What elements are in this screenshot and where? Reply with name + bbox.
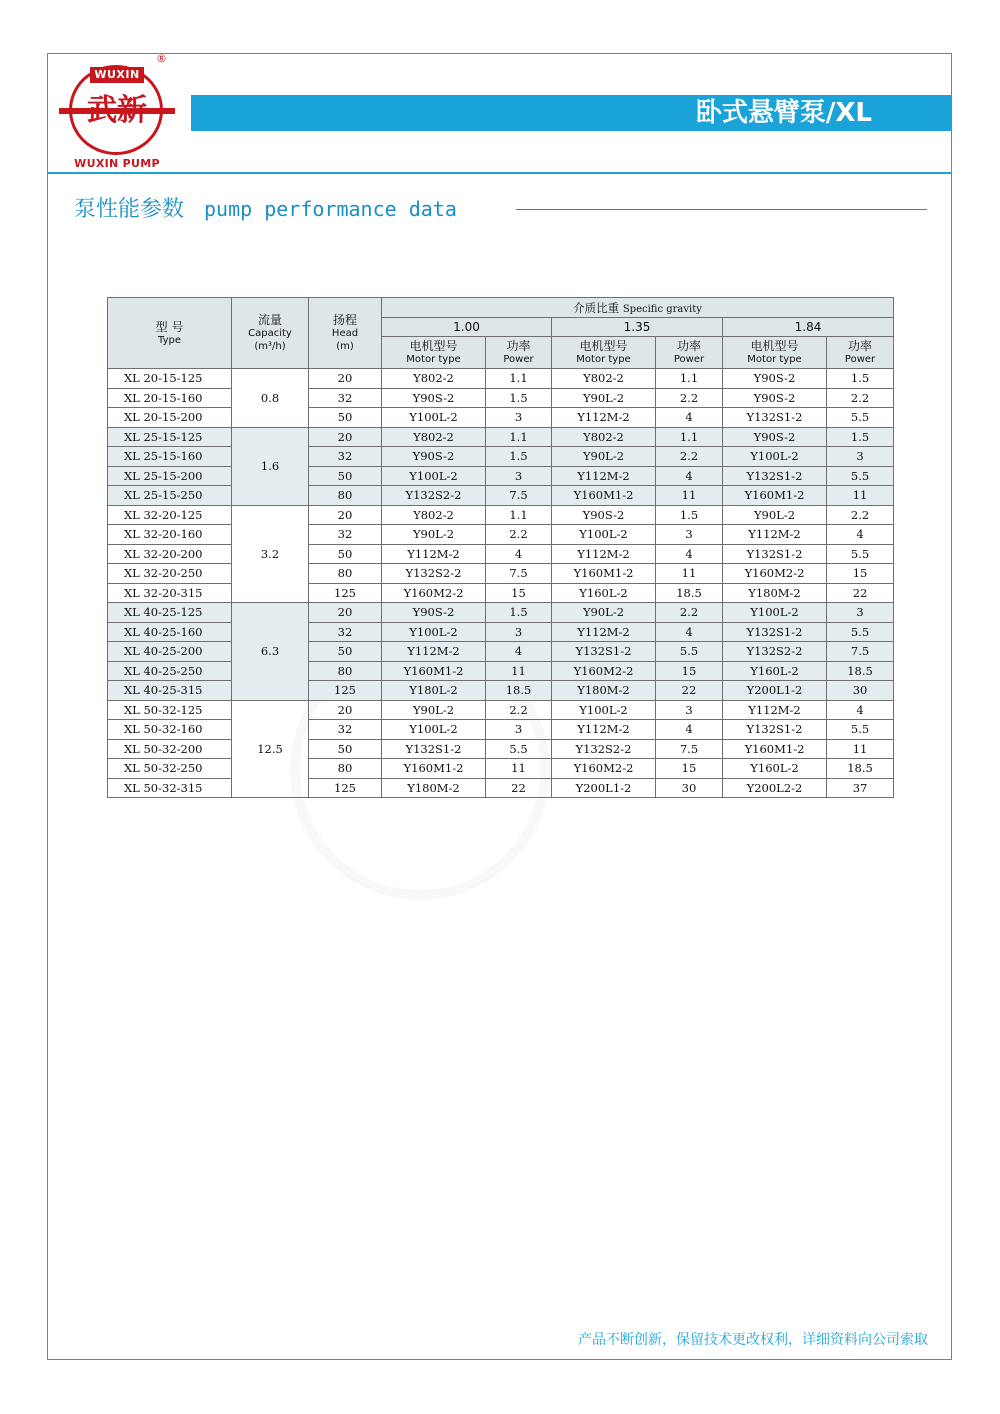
cell-type: XL 25-15-160 xyxy=(108,447,232,467)
cell-motor-3: Y90S-2 xyxy=(723,427,827,447)
cell-motor-1: Y90L-2 xyxy=(382,700,486,720)
cell-motor-3: Y180M-2 xyxy=(723,583,827,603)
cell-power-2: 4 xyxy=(656,622,723,642)
cell-motor-2: Y112M-2 xyxy=(552,466,656,486)
cell-motor-2: Y90L-2 xyxy=(552,447,656,467)
cell-motor-3: Y160M1-2 xyxy=(723,486,827,506)
cell-motor-2: Y802-2 xyxy=(552,427,656,447)
cell-motor-1: Y802-2 xyxy=(382,505,486,525)
cell-power-1: 1.5 xyxy=(486,447,552,467)
cell-motor-1: Y112M-2 xyxy=(382,642,486,662)
cell-power-1: 2.2 xyxy=(486,700,552,720)
cell-motor-1: Y160M2-2 xyxy=(382,583,486,603)
cell-motor-3: Y100L-2 xyxy=(723,447,827,467)
cell-power-3: 2.2 xyxy=(827,505,894,525)
cell-motor-1: Y160M1-2 xyxy=(382,661,486,681)
cell-motor-3: Y90S-2 xyxy=(723,369,827,389)
cell-type: XL 32-20-125 xyxy=(108,505,232,525)
cell-power-2: 2.2 xyxy=(656,603,723,623)
header-motor-3: 电机型号 Motor type xyxy=(723,337,827,369)
logo-banner: WUXIN xyxy=(90,67,144,83)
cell-motor-3: Y112M-2 xyxy=(723,700,827,720)
cell-head: 125 xyxy=(309,681,382,701)
cell-motor-3: Y132S1-2 xyxy=(723,720,827,740)
cell-type: XL 25-15-250 xyxy=(108,486,232,506)
cell-head: 50 xyxy=(309,544,382,564)
cell-capacity: 6.3 xyxy=(232,603,309,701)
cell-type: XL 50-32-160 xyxy=(108,720,232,740)
cell-motor-2: Y90L-2 xyxy=(552,603,656,623)
cell-motor-3: Y160L-2 xyxy=(723,759,827,779)
section-title-cn: 泵性能参数 xyxy=(74,197,185,222)
table-row xyxy=(108,720,894,740)
cell-type: XL 20-15-125 xyxy=(108,369,232,389)
cell-power-2: 1.5 xyxy=(656,505,723,525)
cell-power-2: 30 xyxy=(656,778,723,798)
cell-power-3: 3 xyxy=(827,603,894,623)
header-capacity: 流量 Capacity (m³/h) xyxy=(232,298,309,369)
cell-power-1: 1.1 xyxy=(486,369,552,389)
cell-power-3: 5.5 xyxy=(827,466,894,486)
cell-motor-3: Y200L1-2 xyxy=(723,681,827,701)
cell-power-3: 11 xyxy=(827,486,894,506)
cell-power-3: 5.5 xyxy=(827,622,894,642)
cell-head: 50 xyxy=(309,739,382,759)
table-row xyxy=(108,681,894,701)
table-row xyxy=(108,544,894,564)
cell-motor-3: Y132S1-2 xyxy=(723,544,827,564)
table-row xyxy=(108,622,894,642)
cell-power-2: 2.2 xyxy=(656,447,723,467)
table-row xyxy=(108,466,894,486)
cell-power-1: 1.5 xyxy=(486,388,552,408)
cell-head: 80 xyxy=(309,661,382,681)
cell-motor-3: Y132S1-2 xyxy=(723,622,827,642)
cell-power-1: 1.5 xyxy=(486,603,552,623)
cell-power-2: 2.2 xyxy=(656,388,723,408)
cell-power-2: 15 xyxy=(656,759,723,779)
footer-note: 产品不断创新，保留技术更改权利，详细资料向公司索取 xyxy=(578,1332,928,1348)
cell-power-2: 15 xyxy=(656,661,723,681)
cell-motor-2: Y112M-2 xyxy=(552,544,656,564)
cell-motor-1: Y90S-2 xyxy=(382,388,486,408)
cell-type: XL 20-15-200 xyxy=(108,408,232,428)
cell-power-1: 7.5 xyxy=(486,564,552,584)
cell-capacity: 12.5 xyxy=(232,700,309,798)
cell-motor-2: Y112M-2 xyxy=(552,408,656,428)
cell-type: XL 20-15-160 xyxy=(108,388,232,408)
cell-motor-1: Y90S-2 xyxy=(382,603,486,623)
table-row xyxy=(108,408,894,428)
cell-motor-2: Y160M2-2 xyxy=(552,661,656,681)
cell-power-2: 4 xyxy=(656,408,723,428)
table-row xyxy=(108,759,894,779)
header-power-1: 功率 Power xyxy=(486,337,552,369)
cell-power-1: 4 xyxy=(486,642,552,662)
section-rule xyxy=(516,209,927,210)
header-head: 扬程 Head (m) xyxy=(309,298,382,369)
cell-power-1: 2.2 xyxy=(486,525,552,545)
table-row xyxy=(108,778,894,798)
cell-power-3: 22 xyxy=(827,583,894,603)
cell-motor-2: Y180M-2 xyxy=(552,681,656,701)
table-row xyxy=(108,505,894,525)
cell-motor-1: Y802-2 xyxy=(382,427,486,447)
cell-power-1: 1.1 xyxy=(486,505,552,525)
cell-motor-1: Y100L-2 xyxy=(382,408,486,428)
cell-motor-2: Y112M-2 xyxy=(552,622,656,642)
cell-power-1: 3 xyxy=(486,622,552,642)
cell-motor-1: Y112M-2 xyxy=(382,544,486,564)
cell-head: 32 xyxy=(309,525,382,545)
cell-power-2: 4 xyxy=(656,544,723,564)
cell-motor-2: Y132S1-2 xyxy=(552,642,656,662)
cell-power-3: 1.5 xyxy=(827,427,894,447)
cell-power-2: 18.5 xyxy=(656,583,723,603)
cell-power-1: 5.5 xyxy=(486,739,552,759)
header-motor-1: 电机型号 Motor type xyxy=(382,337,486,369)
cell-type: XL 25-15-125 xyxy=(108,427,232,447)
table-row xyxy=(108,369,894,389)
header-gravity-3: 1.84 xyxy=(723,318,894,337)
cell-power-2: 11 xyxy=(656,486,723,506)
cell-power-3: 7.5 xyxy=(827,642,894,662)
cell-motor-3: Y90L-2 xyxy=(723,505,827,525)
title-band xyxy=(191,95,952,131)
cell-motor-2: Y100L-2 xyxy=(552,700,656,720)
cell-power-3: 30 xyxy=(827,681,894,701)
cell-head: 50 xyxy=(309,642,382,662)
page-title: 卧式悬臂泵/XL xyxy=(695,98,872,128)
cell-power-3: 5.5 xyxy=(827,408,894,428)
logo-subtitle: WUXIN PUMP xyxy=(74,157,160,170)
cell-head: 20 xyxy=(309,700,382,720)
header-gravity-2: 1.35 xyxy=(552,318,723,337)
cell-motor-2: Y90L-2 xyxy=(552,388,656,408)
cell-type: XL 25-15-200 xyxy=(108,466,232,486)
cell-motor-1: Y132S2-2 xyxy=(382,486,486,506)
cell-motor-2: Y160M1-2 xyxy=(552,486,656,506)
cell-head: 80 xyxy=(309,759,382,779)
table-row xyxy=(108,427,894,447)
cell-power-1: 3 xyxy=(486,720,552,740)
table-row xyxy=(108,525,894,545)
cell-power-2: 1.1 xyxy=(656,369,723,389)
cell-head: 50 xyxy=(309,466,382,486)
cell-motor-1: Y100L-2 xyxy=(382,466,486,486)
cell-power-1: 15 xyxy=(486,583,552,603)
cell-type: XL 40-25-200 xyxy=(108,642,232,662)
cell-power-3: 5.5 xyxy=(827,720,894,740)
cell-motor-2: Y90S-2 xyxy=(552,505,656,525)
header-divider xyxy=(47,172,952,174)
table-row xyxy=(108,661,894,681)
cell-type: XL 40-25-250 xyxy=(108,661,232,681)
cell-motor-3: Y90S-2 xyxy=(723,388,827,408)
cell-power-1: 1.1 xyxy=(486,427,552,447)
cell-motor-3: Y112M-2 xyxy=(723,525,827,545)
cell-power-3: 3 xyxy=(827,447,894,467)
cell-power-2: 5.5 xyxy=(656,642,723,662)
cell-motor-1: Y90L-2 xyxy=(382,525,486,545)
cell-motor-3: Y100L-2 xyxy=(723,603,827,623)
cell-power-1: 3 xyxy=(486,408,552,428)
cell-motor-1: Y802-2 xyxy=(382,369,486,389)
cell-head: 32 xyxy=(309,388,382,408)
cell-motor-1: Y100L-2 xyxy=(382,622,486,642)
cell-head: 32 xyxy=(309,447,382,467)
cell-type: XL 50-32-250 xyxy=(108,759,232,779)
cell-head: 20 xyxy=(309,369,382,389)
table-row xyxy=(108,447,894,467)
cell-motor-3: Y200L2-2 xyxy=(723,778,827,798)
cell-power-3: 11 xyxy=(827,739,894,759)
cell-motor-2: Y802-2 xyxy=(552,369,656,389)
cell-motor-1: Y132S1-2 xyxy=(382,739,486,759)
cell-power-3: 37 xyxy=(827,778,894,798)
header-power-2: 功率 Power xyxy=(656,337,723,369)
cell-type: XL 32-20-315 xyxy=(108,583,232,603)
table-row xyxy=(108,583,894,603)
cell-power-3: 1.5 xyxy=(827,369,894,389)
cell-power-1: 3 xyxy=(486,466,552,486)
cell-type: XL 50-32-200 xyxy=(108,739,232,759)
table-row xyxy=(108,739,894,759)
cell-type: XL 40-25-125 xyxy=(108,603,232,623)
cell-power-1: 18.5 xyxy=(486,681,552,701)
section-title-en: pump performance data xyxy=(204,197,457,221)
cell-motor-3: Y132S2-2 xyxy=(723,642,827,662)
cell-motor-3: Y160L-2 xyxy=(723,661,827,681)
cell-head: 20 xyxy=(309,603,382,623)
cell-power-1: 11 xyxy=(486,759,552,779)
cell-type: XL 40-25-315 xyxy=(108,681,232,701)
cell-power-2: 22 xyxy=(656,681,723,701)
cell-motor-1: Y100L-2 xyxy=(382,720,486,740)
cell-capacity: 0.8 xyxy=(232,369,309,428)
cell-type: XL 50-32-125 xyxy=(108,700,232,720)
cell-head: 50 xyxy=(309,408,382,428)
cell-power-1: 22 xyxy=(486,778,552,798)
cell-type: XL 50-32-315 xyxy=(108,778,232,798)
cell-power-3: 2.2 xyxy=(827,388,894,408)
brand-logo xyxy=(57,57,177,173)
header-specific-gravity: 介质比重 Specific gravity xyxy=(382,298,894,318)
cell-power-3: 4 xyxy=(827,700,894,720)
cell-motor-2: Y112M-2 xyxy=(552,720,656,740)
cell-capacity: 3.2 xyxy=(232,505,309,603)
cell-type: XL 32-20-200 xyxy=(108,544,232,564)
cell-motor-1: Y160M1-2 xyxy=(382,759,486,779)
cell-motor-1: Y180M-2 xyxy=(382,778,486,798)
cell-power-3: 18.5 xyxy=(827,759,894,779)
cell-head: 20 xyxy=(309,427,382,447)
cell-motor-3: Y132S1-2 xyxy=(723,466,827,486)
cell-head: 80 xyxy=(309,564,382,584)
header-gravity-1: 1.00 xyxy=(382,318,552,337)
cell-type: XL 32-20-160 xyxy=(108,525,232,545)
cell-power-2: 1.1 xyxy=(656,427,723,447)
logo-cn-name: 武新 xyxy=(87,93,147,128)
cell-motor-2: Y160M2-2 xyxy=(552,759,656,779)
cell-motor-1: Y180L-2 xyxy=(382,681,486,701)
cell-motor-3: Y132S1-2 xyxy=(723,408,827,428)
performance-table xyxy=(107,297,894,798)
header-motor-2: 电机型号 Motor type xyxy=(552,337,656,369)
cell-power-1: 7.5 xyxy=(486,486,552,506)
table-row xyxy=(108,642,894,662)
cell-power-3: 5.5 xyxy=(827,544,894,564)
table-row xyxy=(108,388,894,408)
cell-head: 125 xyxy=(309,778,382,798)
cell-power-1: 4 xyxy=(486,544,552,564)
cell-power-1: 11 xyxy=(486,661,552,681)
cell-head: 32 xyxy=(309,622,382,642)
cell-head: 125 xyxy=(309,583,382,603)
cell-power-2: 7.5 xyxy=(656,739,723,759)
cell-motor-1: Y132S2-2 xyxy=(382,564,486,584)
cell-type: XL 40-25-160 xyxy=(108,622,232,642)
table-row xyxy=(108,603,894,623)
table-body xyxy=(108,369,894,798)
cell-head: 80 xyxy=(309,486,382,506)
cell-motor-2: Y160M1-2 xyxy=(552,564,656,584)
cell-motor-2: Y132S2-2 xyxy=(552,739,656,759)
table-row xyxy=(108,486,894,506)
registered-mark: ® xyxy=(156,52,167,65)
cell-type: XL 32-20-250 xyxy=(108,564,232,584)
cell-capacity: 1.6 xyxy=(232,427,309,505)
cell-power-2: 3 xyxy=(656,700,723,720)
cell-motor-3: Y160M2-2 xyxy=(723,564,827,584)
header-power-3: 功率 Power xyxy=(827,337,894,369)
section-title xyxy=(74,192,457,226)
cell-motor-3: Y160M1-2 xyxy=(723,739,827,759)
cell-power-3: 4 xyxy=(827,525,894,545)
cell-head: 32 xyxy=(309,720,382,740)
header-type: 型 号 Type xyxy=(108,298,232,369)
table-row xyxy=(108,564,894,584)
cell-power-3: 15 xyxy=(827,564,894,584)
cell-power-2: 3 xyxy=(656,525,723,545)
cell-motor-2: Y100L-2 xyxy=(552,525,656,545)
cell-power-3: 18.5 xyxy=(827,661,894,681)
cell-power-2: 11 xyxy=(656,564,723,584)
cell-head: 20 xyxy=(309,505,382,525)
cell-power-2: 4 xyxy=(656,720,723,740)
cell-motor-2: Y160L-2 xyxy=(552,583,656,603)
cell-motor-2: Y200L1-2 xyxy=(552,778,656,798)
table-row xyxy=(108,700,894,720)
cell-power-2: 4 xyxy=(656,466,723,486)
cell-motor-1: Y90S-2 xyxy=(382,447,486,467)
